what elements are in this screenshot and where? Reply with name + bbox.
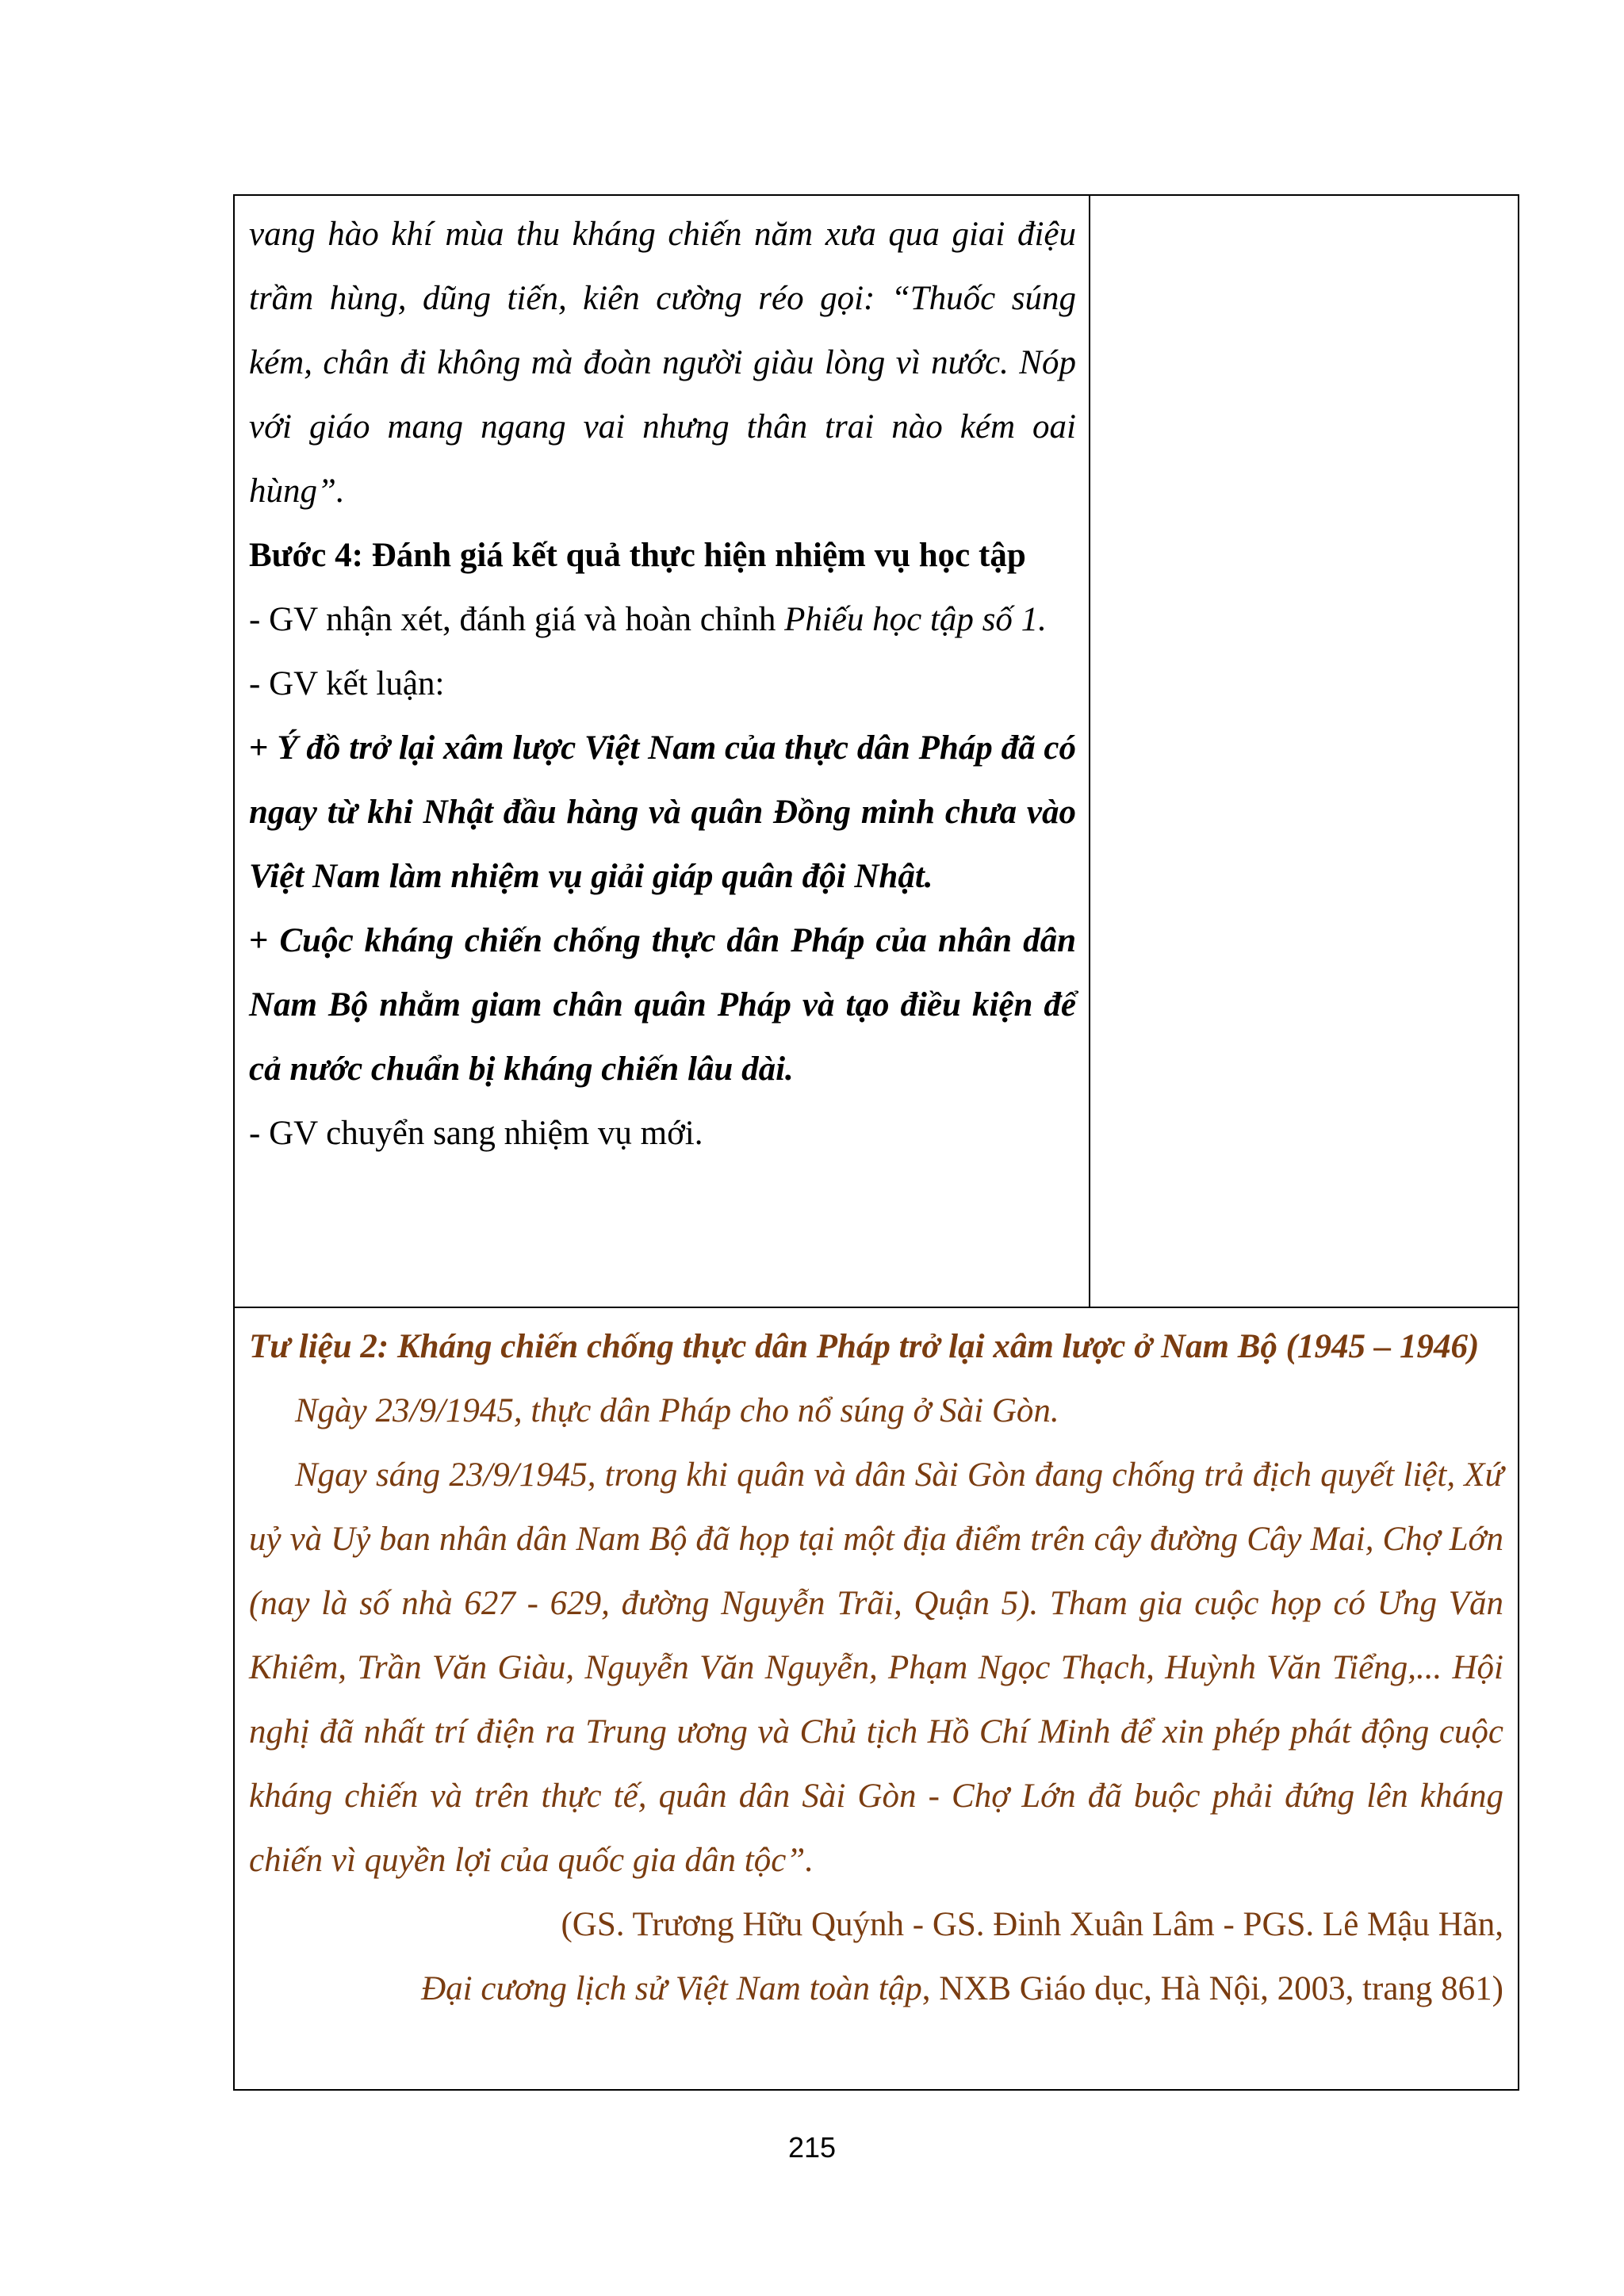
page-number: 215 <box>787 2131 837 2164</box>
conclusion-line: - GV kết luận: <box>249 665 445 702</box>
bullet-1-text: Ý đồ trở lại xâm lược Việt Nam của thực dân Pháp đã có ngay từ khi Nhật đầu hàng và quân Đồng minh chưa vào Việt Nam làm nhiệm vụ giải giáp quân đội Nhật. <box>249 729 1076 895</box>
song-lyrics-paragraph: vang hào khí mùa thu kháng chiến năm xưa qua giai điệu trầm hùng, dũng tiến, kiên cường réo gọi: “Thuốc súng kém, chân đi không mà đoàn người giàu lòng vì nước. Nóp với giáo mang ngang vai nhưng thân trai nào kém oai hùng”. <box>249 216 1076 510</box>
expected-outcome-cell <box>1090 196 1518 1307</box>
citation-book-title: Đại cương lịch sử Việt Nam toàn tập <box>421 1970 922 2007</box>
step4-heading: Bước 4: Đánh giá kết quả thực hiện nhiệm vụ học tập <box>249 537 1026 574</box>
source-material-text <box>249 1314 1503 2021</box>
teacher-student-activity-cell <box>235 196 1090 1307</box>
citation-book-line <box>249 1957 1503 2021</box>
next-task-line: - GV chuyển sang nhiệm vụ mới. <box>249 1115 703 1152</box>
bullet-2-text: Cuộc kháng chiến chống thực dân Pháp của nhân dân Nam Bộ nhằm giam chân quân Pháp và tạo điều kiện để cả nước chuẩn bị kháng chiến lâu dài. <box>249 922 1076 1088</box>
source-title: Tư liệu 2: Kháng chiến chống thực dân Pháp trở lại xâm lược ở Nam Bộ (1945 – 1946) <box>249 1328 1480 1365</box>
lesson-table <box>233 194 1519 2091</box>
bullet-plus: + <box>249 729 278 767</box>
conclusion-bullet-2 <box>249 909 1076 1101</box>
review-line <box>249 587 1076 652</box>
citation-authors: (GS. Trương Hữu Quýnh - GS. Đinh Xuân Lâm - PGS. Lê Mậu Hãn, <box>561 1906 1503 1943</box>
bullet-plus: + <box>249 922 280 959</box>
worksheet-name: Phiếu học tập số 1. <box>784 601 1047 638</box>
review-line-text: - GV nhận xét, đánh giá và hoàn chỉnh <box>249 601 785 638</box>
source-material-row <box>235 1308 1518 2089</box>
source-paragraph-1: Ngày 23/9/1945, thực dân Pháp cho nổ súng ở Sài Gòn. <box>295 1392 1059 1429</box>
activity-text <box>249 202 1076 1165</box>
citation-publisher: , NXB Giáo dục, Hà Nội, 2003, trang 861) <box>921 1970 1503 2007</box>
conclusion-bullet-1 <box>249 716 1076 909</box>
activity-row <box>235 196 1518 1308</box>
source-paragraph-2: Ngay sáng 23/9/1945, trong khi quân và dân Sài Gòn đang chống trả địch quyết liệt, Xứ uỷ và Uỷ ban nhân dân Nam Bộ đã họp tại một địa điểm trên cây đường Cây Mai, Chợ Lớn (nay là số nhà 627 - 629, đường Nguyễn Trãi, Quận 5). Tham gia cuộc họp có Ưng Văn Khiêm, Trần Văn Giàu, Nguyễn Văn Nguyễn, Phạm Ngọc Thạch, Huỳnh Văn Tiểng,... Hội nghị đã nhất trí điện ra Trung ương và Chủ tịch Hồ Chí Minh để xin phép phát động cuộc kháng chiến và trên thực tế, quân dân Sài Gòn - Chợ Lớn đã buộc phải đứng lên kháng chiến vì quyền lợi của quốc gia dân tộc”. <box>249 1456 1503 1879</box>
